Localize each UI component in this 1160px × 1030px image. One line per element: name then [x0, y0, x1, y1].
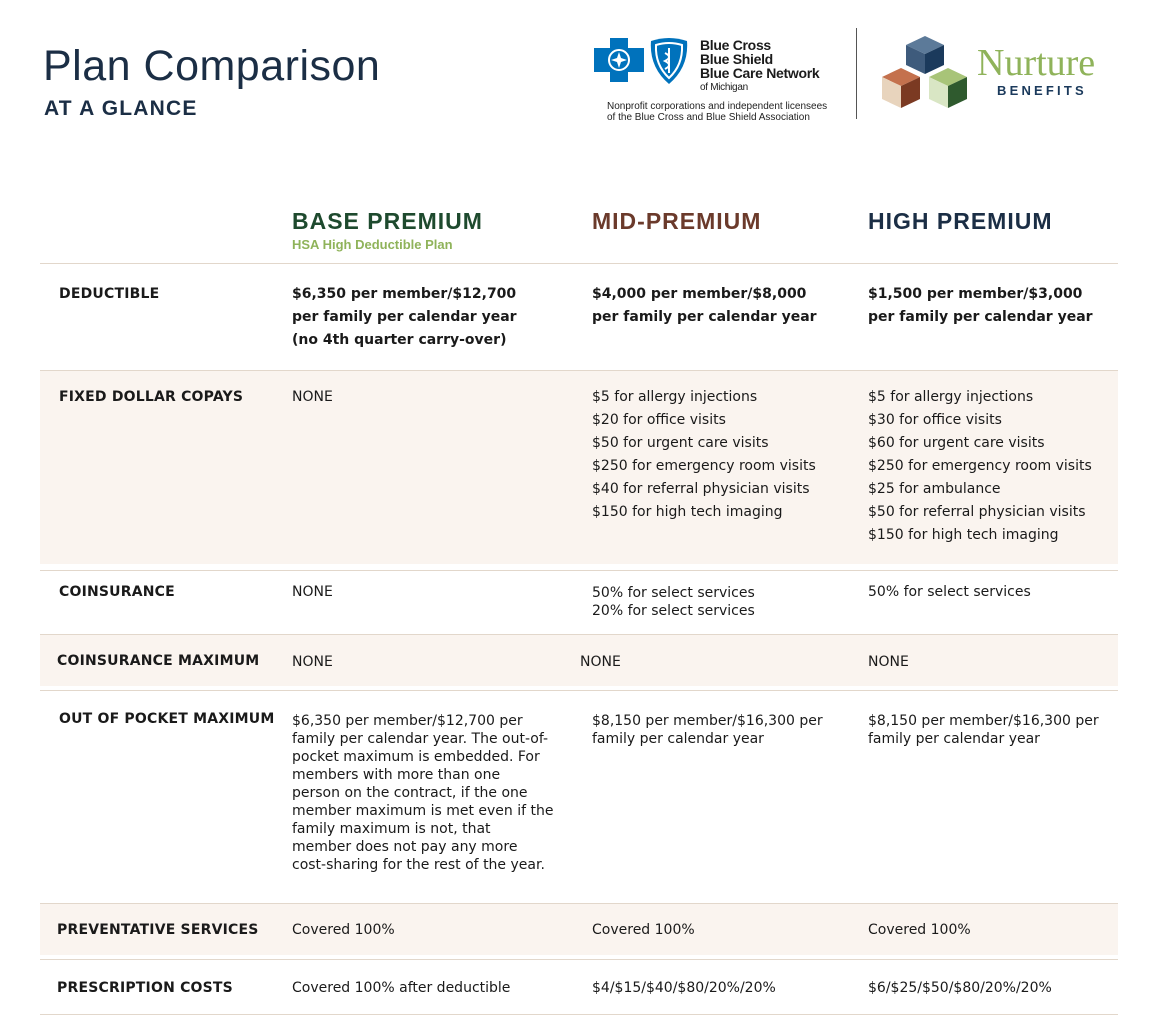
bcbs-logo — [594, 38, 834, 128]
table-row-preventative — [40, 903, 1118, 955]
line: $250 for emergency room visits — [592, 458, 816, 474]
table-row-coinsurance-max — [40, 634, 1118, 686]
blue-cross-icon — [594, 38, 644, 82]
line: member does not pay any more — [292, 839, 518, 855]
table-row-prescription — [40, 959, 1118, 1015]
blue-shield-icon — [648, 37, 690, 85]
line: $250 for emergency room visits — [868, 458, 1092, 474]
line: $8,150 per member/$16,300 per — [868, 713, 1099, 729]
table-bottom-border — [40, 1014, 1118, 1015]
table-row-coinsurance — [40, 570, 1118, 634]
line: cost-sharing for the rest of the year. — [292, 857, 545, 873]
coinsurance-base: NONE — [292, 584, 333, 600]
line: per family per calendar year — [592, 309, 817, 325]
nurture-logo — [880, 34, 1130, 114]
column-header-high: HIGH PREMIUM — [868, 208, 1053, 234]
deductible-base — [292, 283, 517, 352]
column-subheader-base: HSA High Deductible Plan — [292, 237, 453, 252]
line: $30 for office visits — [868, 412, 1002, 428]
nurture-wordmark: Nurture — [977, 42, 1096, 84]
table-row-copays — [40, 370, 1118, 564]
column-header-base: BASE PREMIUM — [292, 208, 483, 234]
line: family per calendar year — [592, 731, 764, 747]
line: $60 for urgent care visits — [868, 435, 1045, 451]
coinsurance-mid — [592, 584, 755, 620]
line: $150 for high tech imaging — [592, 504, 783, 520]
table-row-deductible — [40, 263, 1118, 364]
line: $5 for allergy injections — [868, 389, 1034, 405]
bcbs-line1: Blue Cross — [700, 37, 771, 53]
deductible-mid — [592, 283, 817, 329]
line: family per calendar year — [868, 731, 1040, 747]
preventative-base: Covered 100% — [292, 922, 395, 938]
nurture-benefits: BENEFITS — [997, 83, 1087, 98]
oop-max-mid — [592, 712, 823, 748]
line: family maximum is not, that — [292, 821, 491, 837]
page-title: Plan Comparison — [43, 42, 381, 90]
copays-high — [868, 386, 1092, 547]
line: $20 for office visits — [592, 412, 726, 428]
line: $40 for referral physician visits — [592, 481, 810, 497]
row-label: PRESCRIPTION COSTS — [57, 980, 233, 996]
line: 20% for select services — [592, 603, 755, 619]
bcbs-name — [700, 38, 819, 95]
bcbs-note — [607, 101, 827, 123]
line: $50 for referral physician visits — [868, 504, 1086, 520]
logo-divider — [856, 28, 857, 119]
row-label: COINSURANCE — [59, 584, 175, 600]
coinsurance-max-mid: NONE — [580, 654, 621, 670]
line: $50 for urgent care visits — [592, 435, 769, 451]
line: $6,350 per member/$12,700 per — [292, 713, 523, 729]
row-label: DEDUCTIBLE — [59, 286, 160, 302]
preventative-high: Covered 100% — [868, 922, 971, 938]
column-header-mid: MID-PREMIUM — [592, 208, 762, 234]
line: per family per calendar year — [868, 309, 1093, 325]
line: $1,500 per member/$3,000 — [868, 286, 1083, 302]
line: (no 4th quarter carry-over) — [292, 332, 507, 348]
row-label: COINSURANCE MAXIMUM — [57, 653, 260, 669]
line: $4,000 per member/$8,000 — [592, 286, 807, 302]
prescription-base: Covered 100% after deductible — [292, 980, 511, 996]
coinsurance-high: 50% for select services — [868, 584, 1031, 600]
cubes-logo-icon — [880, 34, 970, 112]
prescription-mid: $4/$15/$40/$80/20%/20% — [592, 980, 776, 996]
line: $25 for ambulance — [868, 481, 1001, 497]
prescription-high: $6/$25/$50/$80/20%/20% — [868, 980, 1052, 996]
line: members with more than one — [292, 767, 501, 783]
copays-base: NONE — [292, 389, 333, 405]
bcbs-note-1: Nonprofit corporations and independent licensees — [607, 101, 828, 112]
line: $8,150 per member/$16,300 per — [592, 713, 823, 729]
copays-mid — [592, 386, 816, 524]
preventative-mid: Covered 100% — [592, 922, 695, 938]
row-label: OUT OF POCKET MAXIMUM — [59, 711, 275, 727]
oop-max-base — [292, 712, 554, 874]
line: pocket maximum is embedded. For — [292, 749, 540, 765]
bcbs-line4: of Michigan — [700, 82, 748, 93]
line: per family per calendar year — [292, 309, 517, 325]
bcbs-note-2: of the Blue Cross and Blue Shield Association — [607, 112, 810, 123]
table-row-oop-max — [40, 690, 1118, 903]
coinsurance-max-base: NONE — [292, 654, 333, 670]
bcbs-line3: Blue Care Network — [700, 65, 820, 81]
line: $5 for allergy injections — [592, 389, 758, 405]
deductible-high — [868, 283, 1093, 329]
page-subtitle: AT A GLANCE — [44, 97, 198, 120]
line: member maximum is met even if the — [292, 803, 554, 819]
coinsurance-max-high: NONE — [868, 654, 909, 670]
line: family per calendar year. The out-of- — [292, 731, 549, 747]
row-label: PREVENTATIVE SERVICES — [57, 922, 259, 938]
line: person on the contract, if the one — [292, 785, 528, 801]
line: 50% for select services — [592, 585, 755, 601]
bcbs-line2: Blue Shield — [700, 51, 773, 67]
row-label: FIXED DOLLAR COPAYS — [59, 389, 244, 405]
line: $150 for high tech imaging — [868, 527, 1059, 543]
oop-max-high — [868, 712, 1099, 748]
line: $6,350 per member/$12,700 — [292, 286, 517, 302]
